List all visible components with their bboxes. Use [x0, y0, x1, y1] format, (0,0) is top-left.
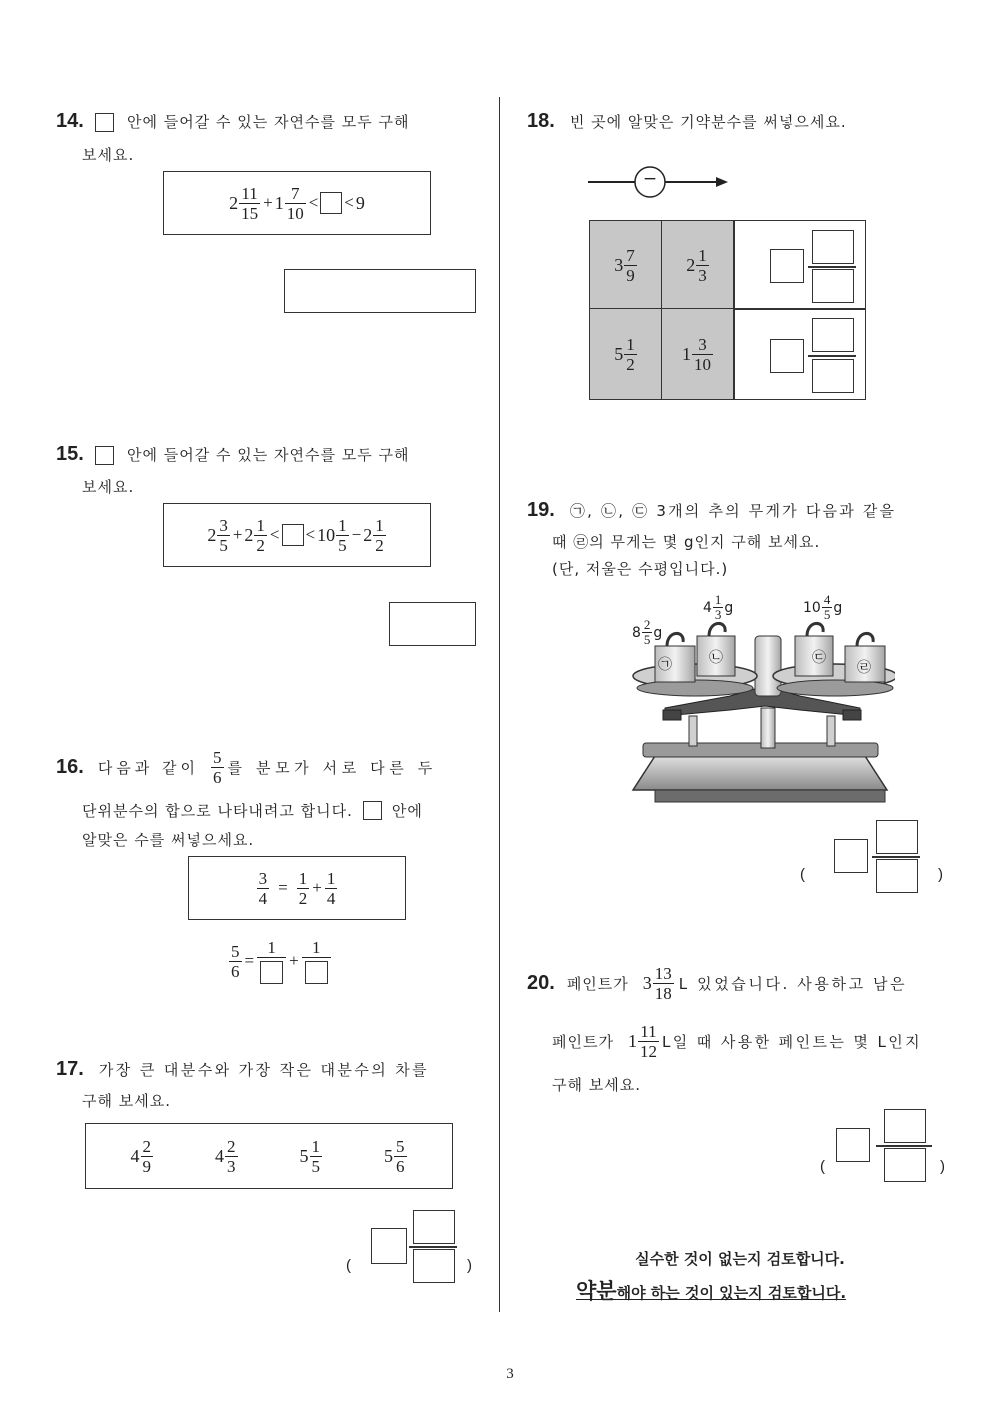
q17-mixed-number-2: 4 $\frac{2}{3}$ — [215, 1136, 236, 1176]
q16-line2-b: 안에 — [391, 802, 423, 820]
q20-line1-b: L 있었습니다. 사용하고 남은 — [678, 975, 908, 993]
q18-result1-whole[interactable] — [770, 249, 804, 283]
q15-minus: − — [351, 525, 362, 544]
q16-line1-a: 다음과 같이 — [97, 759, 200, 777]
q16-example-frac-1: $\frac{3}{4}$ — [258, 868, 268, 908]
q18-number: 18. — [527, 110, 555, 132]
q16-example-frac-2: $\frac{1}{2}$ — [298, 868, 308, 908]
q19-weight-label-2: 4 $\frac{1}{3}$ g — [703, 592, 734, 622]
review-note-2 — [576, 1275, 846, 1305]
q15-less-than-1: < — [269, 525, 280, 544]
q15-fraction-4: $\frac{1}{2}$ — [375, 515, 384, 555]
weight-label-a: ㉠ — [658, 657, 672, 673]
q20-mixed-number-2: 1 $\frac{11}{12}$ — [627, 1022, 657, 1061]
q16-denominator-blank-1[interactable] — [260, 961, 283, 984]
q18-cell-4: 1 $\frac{3}{10}$ — [661, 308, 735, 400]
q19-open-paren: ( — [800, 866, 805, 883]
q19-number: 19. — [527, 499, 555, 521]
q15-number: 15. — [56, 443, 84, 465]
q14-fraction-2: $\frac{7}{10}$ — [286, 183, 304, 223]
q16-line1-b: 를 분모가 서로 다른 두 — [227, 759, 437, 777]
q17-open-paren: ( — [346, 1257, 351, 1274]
q20-header — [527, 964, 907, 1003]
q15-less-than-2: < — [305, 525, 316, 544]
q20-answer — [816, 1106, 948, 1182]
balance-scale-icon — [625, 618, 895, 808]
q19-answer-whole[interactable] — [834, 839, 868, 873]
review-note-emphasis: 약분 — [576, 1279, 617, 1303]
q14-fraction-1: $\frac{11}{15}$ — [241, 183, 259, 223]
q18-minus-operator: − — [642, 169, 658, 189]
q14-whole-2: 1 — [274, 192, 284, 213]
q20-answer-numerator[interactable] — [884, 1109, 926, 1143]
q18-result1-denominator[interactable] — [812, 269, 854, 303]
q20-line2-a: 페인트가 — [552, 1033, 614, 1051]
q16-problem-plus: + — [289, 951, 299, 970]
q19-line2: 때 ㉣의 무게는 몇 g인지 구해 보세요. — [552, 533, 821, 551]
q14-inline-blank — [320, 192, 342, 214]
q18-result2-numerator[interactable] — [812, 318, 854, 352]
q19-line1: ㉠, ㉡, ㉢ 3개의 추의 무게가 다음과 같을 — [569, 502, 897, 520]
q17-line1: 가장 큰 대분수와 가장 작은 대분수의 차를 — [98, 1061, 430, 1079]
q18-header — [527, 110, 847, 133]
q15-answer-box[interactable] — [389, 602, 476, 646]
q20-answer-whole[interactable] — [836, 1128, 870, 1162]
q20-open-paren: ( — [820, 1158, 825, 1175]
q15-fraction-2: $\frac{1}{2}$ — [256, 515, 265, 555]
q20-answer-denominator[interactable] — [884, 1148, 926, 1182]
q17-mixed-number-1: 4 $\frac{2}{9}$ — [130, 1136, 151, 1176]
q20-line2 — [552, 1022, 922, 1061]
q17-answer-whole[interactable] — [371, 1228, 407, 1264]
page-number: 3 — [506, 1366, 514, 1382]
q18-result-cell-1 — [733, 220, 866, 310]
q15-fraction-1: $\frac{3}{5}$ — [219, 515, 228, 555]
q15-whole-2: 2 — [244, 524, 254, 545]
q16-problem-frac-3: 1 — [302, 938, 331, 984]
q16-problem-frac-2: 1 — [257, 938, 286, 984]
q18-result1-fraction-bar — [808, 266, 856, 268]
review-note-1: 실수한 것이 없는지 검토합니다. — [635, 1250, 845, 1268]
q19-weight-label-1: 8 $\frac{2}{5}$ g — [632, 617, 663, 647]
q15-inline-blank — [282, 524, 304, 546]
q15-expression-box — [163, 503, 431, 567]
blank-square-icon — [363, 801, 382, 820]
q14-plus: + — [263, 193, 273, 212]
q16-inline-fraction: $\frac{5}{6}$ — [213, 748, 222, 787]
q15-whole-1: 2 — [207, 524, 217, 545]
q14-whole-1: 2 — [229, 192, 239, 213]
q15-line2: 보세요. — [82, 478, 135, 496]
q19-header — [527, 499, 896, 522]
q18-table — [589, 220, 865, 399]
q17-number: 17. — [56, 1058, 84, 1080]
blank-square-icon — [95, 446, 114, 465]
q14-line2: 보세요. — [82, 146, 135, 164]
q17-fraction-bar — [409, 1246, 457, 1248]
q17-close-paren: ) — [467, 1257, 472, 1274]
q19-weight-label-3: 10 $\frac{4}{5}$ g — [803, 592, 843, 622]
weight-label-b: ㉡ — [709, 650, 723, 666]
q17-mixed-number-4: 5 $\frac{5}{6}$ — [384, 1136, 405, 1176]
q15-plus: + — [232, 525, 243, 544]
weight-label-c: ㉢ — [812, 650, 826, 666]
q20-line1-a: 페인트가 — [566, 975, 629, 993]
q15-line1: 안에 들어갈 수 있는 자연수를 모두 구해 — [127, 446, 410, 464]
q18-result2-fraction-bar — [808, 355, 856, 357]
q14-header — [56, 110, 409, 133]
q17-answer — [343, 1207, 478, 1283]
q16-example-equals: = — [278, 878, 288, 897]
q18-result2-whole[interactable] — [770, 339, 804, 373]
q16-header — [56, 748, 437, 787]
q18-result1-numerator[interactable] — [812, 230, 854, 264]
q16-line3: 알맞은 수를 써넣으세요. — [82, 831, 255, 849]
q17-answer-denominator[interactable] — [413, 1249, 455, 1283]
q18-cell-2: 2 $\frac{1}{3}$ — [661, 220, 735, 310]
q17-mixed-number-3: 5 $\frac{1}{5}$ — [299, 1136, 320, 1176]
q15-fraction-3: $\frac{1}{5}$ — [338, 515, 347, 555]
q14-less-than-2: < — [344, 193, 354, 212]
q19-fraction-bar — [872, 856, 920, 858]
q14-rhs: 9 — [355, 192, 365, 213]
q14-less-than-1: < — [308, 193, 319, 212]
q16-problem-frac-1: $\frac{5}{6}$ — [231, 941, 240, 981]
q19-line3: (단, 저울은 수평입니다.) — [552, 560, 729, 578]
q19-answer-numerator[interactable] — [876, 820, 918, 854]
blank-square-icon — [95, 113, 114, 132]
q16-problem-equals: = — [244, 951, 255, 970]
q14-answer-box[interactable] — [284, 269, 476, 313]
q16-denominator-blank-2[interactable] — [305, 961, 328, 984]
q19-close-paren: ) — [938, 866, 943, 883]
q14-number: 14. — [56, 110, 84, 132]
q17-numbers-box — [85, 1123, 453, 1189]
q19-answer — [796, 818, 946, 894]
q20-number: 20. — [527, 972, 555, 994]
q16-line2-a: 단위분수의 합으로 나타내려고 합니다. — [82, 802, 353, 820]
q16-example-box — [188, 856, 406, 920]
q18-result-cell-2 — [733, 308, 866, 400]
q16-number: 16. — [56, 756, 84, 778]
q17-header — [56, 1058, 429, 1081]
q16-line2 — [82, 800, 423, 821]
q20-mixed-number-1: 3 $\frac{13}{18}$ — [642, 964, 672, 1003]
q15-whole-4: 2 — [363, 524, 373, 545]
q16-example-plus: + — [312, 878, 322, 897]
q20-line3: 구해 보세요. — [552, 1076, 641, 1094]
q20-close-paren: ) — [940, 1158, 945, 1175]
column-divider — [499, 97, 500, 1312]
q14-line1: 안에 들어갈 수 있는 자연수를 모두 구해 — [127, 113, 410, 131]
q15-whole-3: 10 — [317, 524, 336, 545]
weight-label-d: ㉣ — [857, 660, 871, 676]
q16-problem — [228, 938, 332, 984]
q20-fraction-bar — [876, 1145, 932, 1147]
q20-line2-b: L일 때 사용한 페인트는 몇 L인지 — [661, 1033, 923, 1051]
q18-result2-denominator[interactable] — [812, 359, 854, 393]
q19-answer-denominator[interactable] — [876, 859, 918, 893]
q14-expression-box — [163, 171, 431, 235]
q18-cell-1: 3 $\frac{7}{9}$ — [589, 220, 663, 310]
q15-header — [56, 443, 409, 466]
q17-answer-numerator[interactable] — [413, 1210, 455, 1244]
q16-example-frac-3: $\frac{1}{4}$ — [326, 868, 336, 908]
q17-line2: 구해 보세요. — [82, 1092, 171, 1110]
review-note-rest: 해야 하는 것이 있는지 검토합니다. — [616, 1284, 847, 1302]
q18-cell-3: 5 $\frac{1}{2}$ — [589, 308, 663, 400]
q18-line1: 빈 곳에 알맞은 기약분수를 써넣으세요. — [569, 113, 847, 131]
